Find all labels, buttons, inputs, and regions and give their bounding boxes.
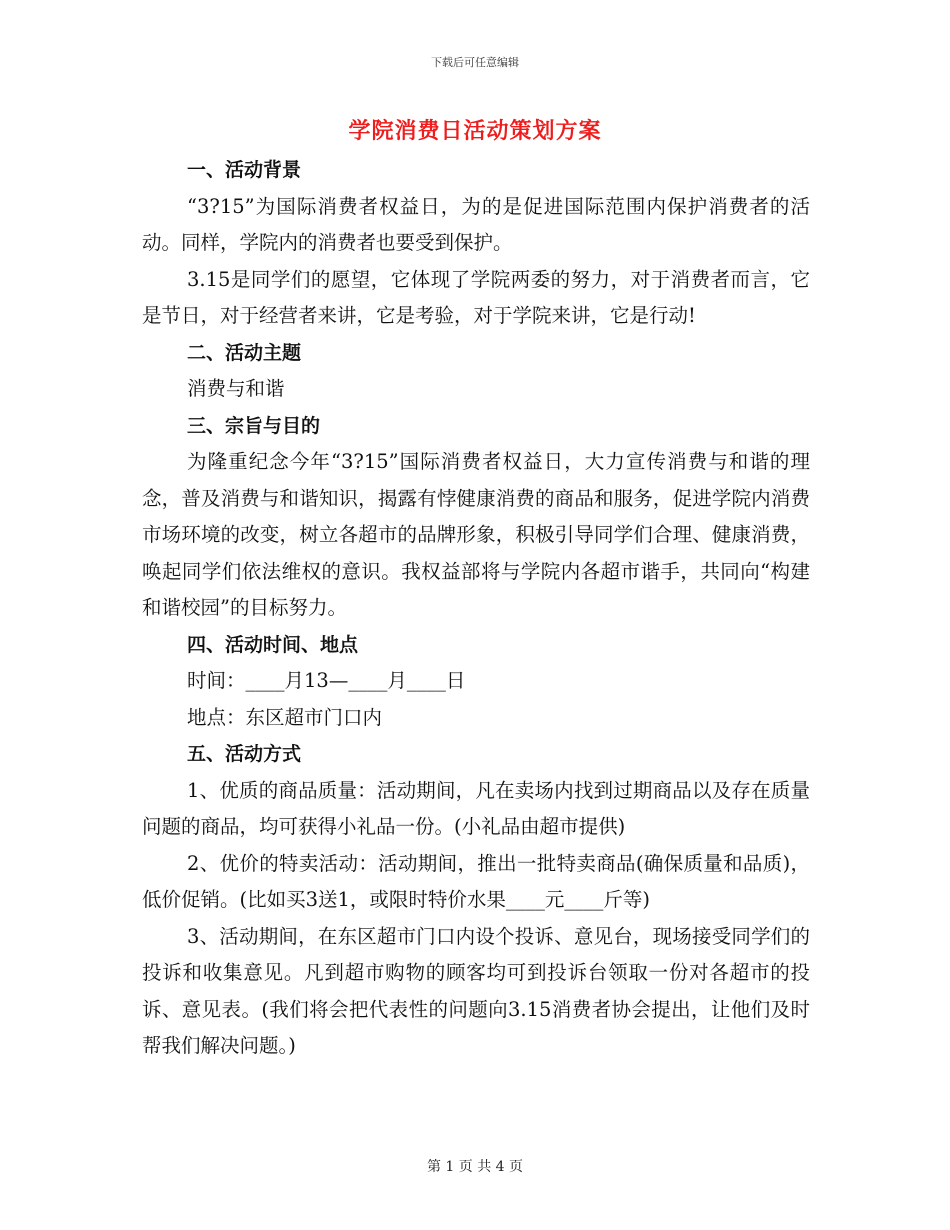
methods-paragraph-3: 3、活动期间，在东区超市门口内设个投诉、意见台，现场接受同学们的投诉和收集意见。凡到超市购物的顾客均可到投诉台领取一份对各超市的投诉、意见表。(我们将会把代表性的问题向3.15消费者协会提出，让他们及时帮我们解决问题。)	[142, 924, 810, 1057]
background-paragraph-2: 3.15是同学们的愿望，它体现了学院两委的努力，对于消费者而言，它是节日，对于经营者来讲，它是考验，对于学院来讲，它是行动!	[142, 267, 810, 327]
methods-paragraph-2: 2、优价的特卖活动：活动期间，推出一批特卖商品(确保质量和品质)，低价促销。(比如买3送1，或限时特价水果____元____斤等)	[142, 851, 810, 911]
section-heading-methods: 五、活动方式	[187, 743, 302, 765]
section-heading-time-place: 四、活动时间、地点	[187, 633, 359, 656]
section-heading-purpose: 三、宗旨与目的	[187, 414, 321, 437]
place-line: 地点：东区超市门口内	[187, 705, 383, 729]
methods-paragraph-1: 1、优质的商品质量：活动期间，凡在卖场内找到过期商品以及存在质量问题的商品，均可获得小礼品一份。(小礼品由超市提供)	[142, 778, 810, 838]
section-heading-background: 一、活动背景	[187, 159, 302, 181]
section-heading-theme: 二、活动主题	[187, 341, 302, 364]
theme-text: 消费与和谐	[187, 377, 285, 400]
document-body	[142, 152, 810, 1065]
background-paragraph-1: “3?15”为国际消费者权益日，为的是促进国际范围内保护消费者的活动。同样，学院内的消费者也要受到保护。	[142, 194, 810, 254]
time-line: 时间：____月13—____月____日	[187, 669, 466, 692]
purpose-paragraph: 为隆重纪念今年“3?15”国际消费者权益日，大力宣传消费与和谐的理念，普及消费与和谐知识，揭露有悖健康消费的商品和服务，促进学院内消费市场环境的改变，树立各超市的品牌形象，积极引导同学们合理、健康消费，唤起同学们依法维权的意识。我权益部将与学院内各超市谐手，共同向“构建和谐校园”的目标努力。	[142, 450, 810, 619]
header-note: 下载后可任意编辑	[431, 56, 519, 69]
document-title: 学院消费日活动策划方案	[348, 118, 602, 144]
page-footer: 第 1 页 共 4 页	[426, 1159, 524, 1175]
